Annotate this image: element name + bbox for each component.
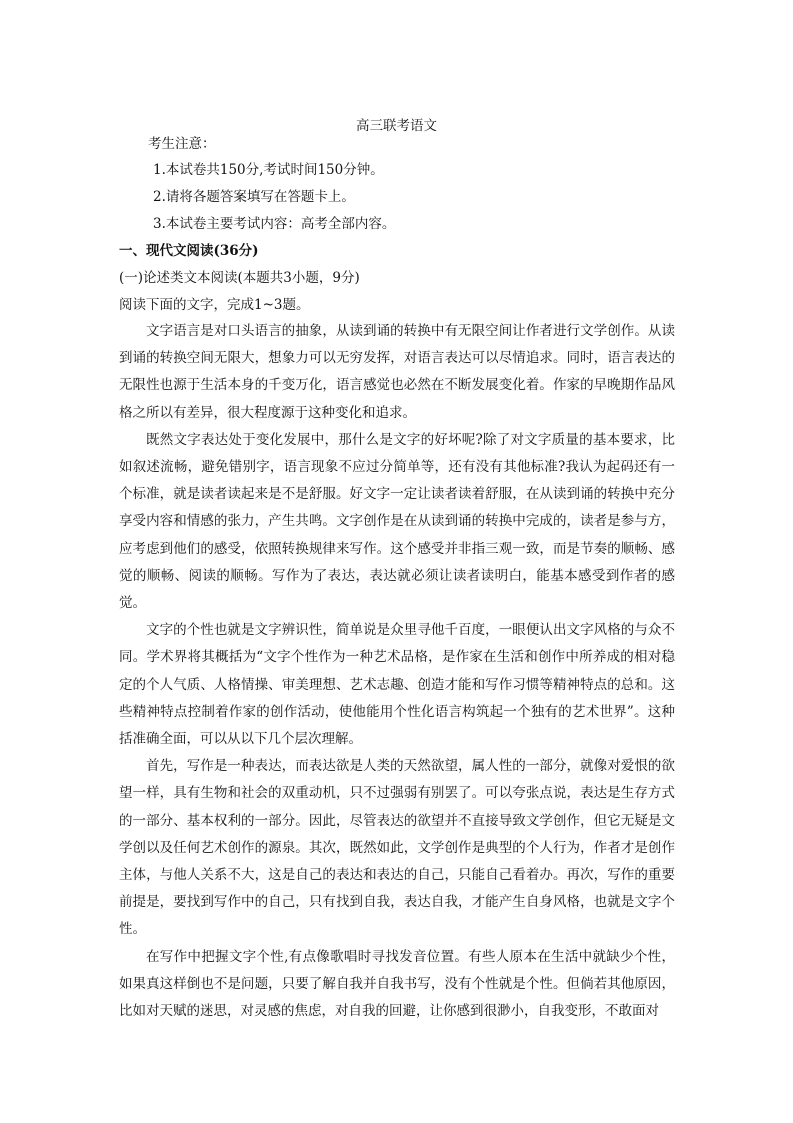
- reading-instruction: 阅读下面的文字，完成1~3题。: [119, 297, 310, 313]
- paragraph: 在写作中把握文字个性,有点像歌唱时寻找发音位置。有些人原本在生活中就缺少个性，如果真这样倒也不是问题，只要了解自我并自我书写，没有个性就是个性。但倘若其他原因，比如对天赋的迷思，对灵感的焦虑，对自我的回避，让你感到很渺小，自我变形，不敢面对: [119, 948, 675, 1020]
- notice-item-2: 2.请将各题答案填写在答题卡上。: [153, 189, 355, 205]
- paragraph: 首先，写作是一种表达，而表达欲是人类的天然欲望，属人性的一部分，就像对爱恨的欲望一样，具有生物和社会的双重动机，只不过强弱有别罢了。可以夸张点说，表达是生存方式的一部分、基本权利的一部分。因此，尽管表达的欲望并不直接导致文学创作，但它无疑是文学创以及任何艺术创作的源泉。其次，既然如此，文学创作是典型的个人行为，作者才是创作主体，与他人关系不大，这是自己的表达和表达的自己，只能自己看着办。再次，写作的重要前提是，要找到写作中的自己，只有找到自我，表达自我，才能产生自身风格，也就是文字个性。: [119, 758, 675, 938]
- section-heading: 一、现代文阅读(36分): [119, 243, 259, 259]
- notice-item-3: 3.本试卷主要考试内容：高考全部内容。: [153, 216, 396, 232]
- paragraph: 文字语言是对口头语言的抽象，从读到诵的转换中有无限空间让作者进行文学创作。从读到诵的转换空间无限大，想象力可以无穷发挥，对语言表达可以尽情追求。同时，语言表达的无限性也源于生活本身的千变万化，语言感觉也必然在不断发展变化着。作家的早晚期作品风格之所以有差异，很大程度源于这种变化和追求。: [119, 323, 675, 421]
- paragraph: 既然文字表达处于变化发展中，那什么是文字的好坏呢?除了对文字质量的基本要求，比如叙述流畅，避免错别字，语言现象不应过分简单等，还有没有其他标准?我认为起码还有一个标准，就是读者读起来是不是舒服。好文字一定让读者读着舒服，在从读到诵的转换中充分享受内容和情感的张力，产生共鸣。文字创作是在从读到诵的转换中完成的，读者是参与方，应考虑到他们的感受，依照转换规律来写作。这个感受并非指三观一致，而是节奏的顺畅、感觉的顺畅、阅读的顺畅。写作为了表达，表达就必须让读者读明白，能基本感受到作者的感觉。: [119, 431, 675, 612]
- passage: [119, 318, 675, 1025]
- subsection-heading: (一)论述类文本阅读(本题共3小题，9分): [119, 270, 360, 286]
- notice-item-1: 1.本试卷共150分,考试时间150分钟。: [153, 162, 384, 178]
- notice-heading: 考生注意：: [148, 136, 216, 152]
- document-title: 高三联考语文: [356, 118, 437, 134]
- paragraph: 文字的个性也就是文字辨识性，简单说是众里寻他千百度，一眼便认出文字风格的与众不同。学术界将其概括为“文字个性作为一种艺术品格，是作家在生活和创作中所养成的相对稳定的个人气质、人格情操、审美理想、艺术志趣、创造才能和写作习惯等精神特点的总和。这些精神特点控制着作家的创作活动，使他能用个性化语言构筑起一个独有的艺术世界”。这种括准确全面，可以从以下几个层次理解。: [119, 622, 675, 748]
